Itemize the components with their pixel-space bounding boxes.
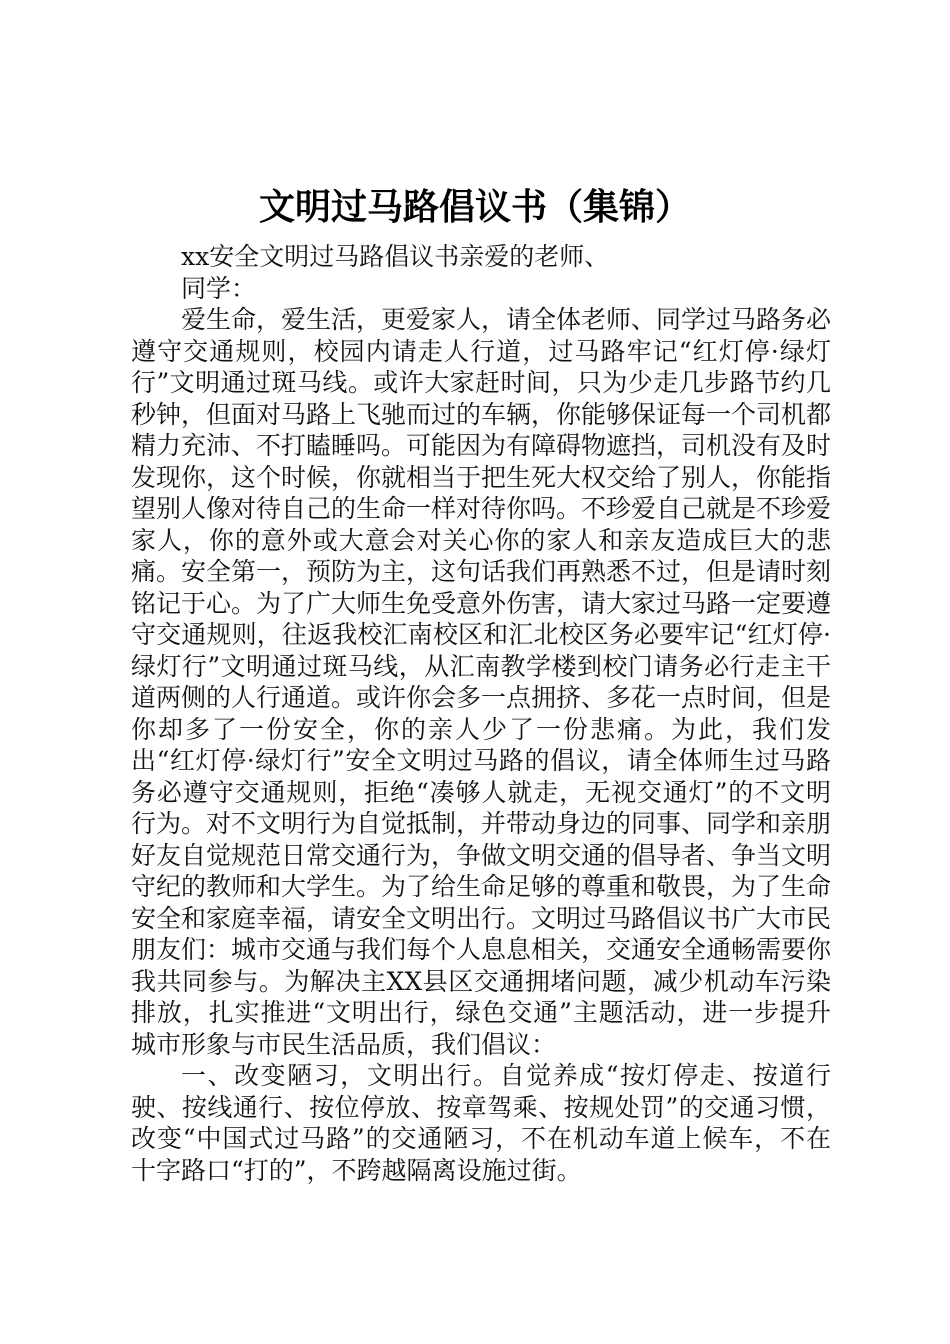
body-paragraph: 一、改变陋习，文明出行。自觉养成“按灯停走、按道行驶、按线通行、按位停放、按章驾乘、按规处罚”的交通习惯，改变“中国式过马路”的交通陋习，不在机动车道上候车，不在十字路口“打的”，不跨越隔离设施过街。 <box>131 1061 831 1185</box>
salutation-line: 同学： <box>181 273 257 303</box>
document-title: 文明过马路倡议书（集锦） <box>258 186 691 228</box>
document-body <box>131 241 831 1186</box>
salutation-line: xx安全文明过马路倡议书亲爱的老师、 <box>181 242 610 271</box>
body-paragraph: 爱生命，爱生活，更爱家人，请全体老师、同学过马路务必遵守交通规则，校园内请走人行道，过马路牢记“红灯停·绿灯行”文明通过斑马线。或许大家赶时间，只为少走几步路节约几秒钟，但面对马路上飞驰而过的车辆，你能够保证每一个司机都精力充沛、不打瞌睡吗。可能因为有障碍物遮挡，司机没有及时发现你，这个时候，你就相当于把生死大权交给了别人，你能指望别人像对待自己的生命一样对待你吗。不珍爱自己就是不珍爱家人，你的意外或大意会对关心你的家人和亲友造成巨大的悲痛。安全第一，预防为主，这句话我们再熟悉不过，但是请时刻铭记于心。为了广大师生免受意外伤害，请大家过马路一定要遵守交通规则，往返我校汇南校区和汇北校区务必要牢记“红灯停·绿灯行”文明通过斑马线，从汇南教学楼到校门请务必行走主干道两侧的人行通道。或许你会多一点拥挤、多花一点时间，但是你却多了一份安全，你的亲人少了一份悲痛。为此，我们发出“红灯停·绿灯行”安全文明过马路的倡议，请全体师生过马路务必遵守交通规则，拒绝“凑够人就走，无视交通灯”的不文明行为。对不文明行为自觉抵制，并带动身边的同事、同学和亲朋好友自觉规范日常交通行为，争做文明交通的倡导者、争当文明守纪的教师和大学生。为了给生命足够的尊重和敬畏，为了生命安全和家庭幸福，请安全文明出行。文明过马路倡议书广大市民朋友们：城市交通与我们每个人息息相关，交通安全通畅需要你我共同参与。为解决主XX县区交通拥堵问题，减少机动车污染排放，扎实推进“文明出行，绿色交通”主题活动，进一步提升城市形象与市民生活品质，我们倡议： <box>131 305 832 1059</box>
